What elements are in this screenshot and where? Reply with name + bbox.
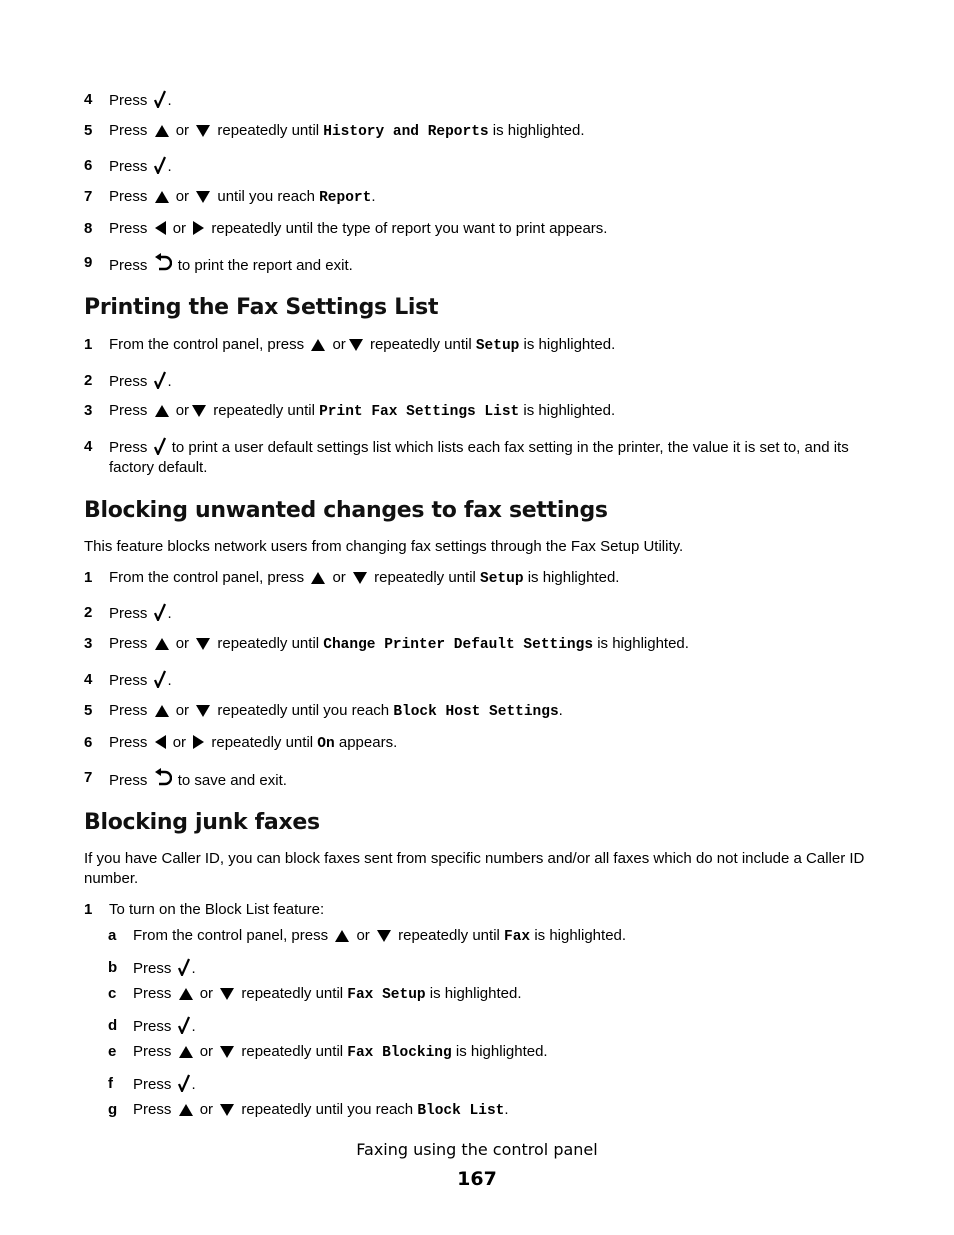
- check-icon: [178, 1016, 190, 1034]
- menu-item-code: Setup: [475, 338, 520, 354]
- step-text: Press: [109, 257, 148, 274]
- step-text: Press: [133, 1076, 172, 1093]
- down-arrow-icon: [191, 404, 207, 418]
- step-number: 8: [84, 220, 93, 237]
- check-icon: [154, 437, 166, 455]
- step-text: Press: [109, 439, 148, 456]
- menu-item-code: Block List: [417, 1103, 505, 1119]
- paragraph: If you have Caller ID, you can block faxes sent from specific numbers and/or all faxes which do not include a Caller ID number.: [84, 850, 865, 887]
- step-letter: g: [108, 1101, 118, 1118]
- down-arrow-icon: [219, 1045, 235, 1059]
- down-arrow-icon: [348, 338, 364, 352]
- down-arrow-icon: [195, 704, 211, 718]
- step-text: From the control panel, press: [109, 569, 305, 586]
- step-number: 7: [84, 188, 93, 205]
- left-arrow-icon: [154, 734, 167, 750]
- down-arrow-icon: [195, 124, 211, 138]
- step-text: Press: [109, 188, 148, 205]
- step-text: is highlighted.: [492, 122, 585, 139]
- step-text: From the control panel, press: [109, 336, 305, 353]
- down-arrow-icon: [352, 571, 368, 585]
- step-text: Press: [109, 734, 148, 751]
- step-text: or: [199, 1043, 214, 1060]
- step-number: 1: [84, 569, 93, 586]
- step-text: Press: [133, 1101, 172, 1118]
- footer-title: Faxing using the control panel: [356, 1140, 598, 1159]
- step-text: or: [175, 702, 190, 719]
- step-number: 6: [84, 734, 93, 751]
- section-heading: Printing the Fax Settings List: [84, 295, 439, 320]
- step-text: .: [167, 672, 172, 689]
- right-arrow-icon: [192, 220, 205, 236]
- step-text: or: [175, 402, 190, 419]
- step-text: repeatedly until: [211, 734, 314, 751]
- step-text: is highlighted.: [523, 402, 616, 419]
- up-arrow-icon: [310, 571, 326, 585]
- step-text: Press: [133, 1018, 172, 1035]
- down-arrow-icon: [195, 637, 211, 651]
- up-arrow-icon: [154, 704, 170, 718]
- step-text: repeatedly until: [369, 336, 472, 353]
- step-number: 4: [84, 438, 93, 455]
- step-text: or: [172, 734, 187, 751]
- menu-item-code: Fax Blocking: [347, 1045, 452, 1061]
- step-text: Press: [109, 672, 148, 689]
- step-text: Press: [109, 605, 148, 622]
- down-arrow-icon: [195, 190, 211, 204]
- step-text: or: [175, 188, 190, 205]
- step-text: .: [558, 702, 563, 719]
- down-arrow-icon: [376, 929, 392, 943]
- step-number: 5: [84, 702, 93, 719]
- step-text: repeatedly until: [217, 122, 320, 139]
- left-arrow-icon: [154, 220, 167, 236]
- step-text: or: [199, 1101, 214, 1118]
- step-text: Press: [109, 635, 148, 652]
- menu-item-code: Report: [319, 190, 372, 206]
- check-icon: [178, 958, 190, 976]
- step-text: repeatedly until: [213, 402, 315, 419]
- up-arrow-icon: [154, 124, 170, 138]
- menu-item-code: History and Reports: [323, 124, 489, 140]
- step-text: repeatedly until: [217, 635, 320, 652]
- menu-item-code: Setup: [480, 571, 524, 587]
- step-text: is highlighted.: [597, 635, 689, 652]
- step-number: 3: [84, 402, 93, 419]
- step-number: 3: [84, 635, 93, 652]
- check-icon: [154, 603, 166, 621]
- up-arrow-icon: [310, 338, 326, 352]
- step-text: repeatedly until the type of report you want to print appears.: [211, 220, 608, 237]
- step-text: .: [167, 605, 172, 622]
- step-text: Press: [109, 92, 148, 109]
- up-arrow-icon: [178, 1103, 194, 1117]
- step-text: repeatedly until you reach: [241, 1101, 414, 1118]
- step-text: or: [199, 985, 214, 1002]
- up-arrow-icon: [178, 987, 194, 1001]
- step-text: .: [371, 188, 376, 205]
- down-arrow-icon: [219, 1103, 235, 1117]
- menu-item-code: Block Host Settings: [393, 704, 559, 720]
- step-text: Press: [109, 158, 148, 175]
- step-text: Press: [133, 960, 172, 977]
- step-number: 2: [84, 372, 93, 389]
- section-heading: Blocking unwanted changes to fax settings: [84, 498, 608, 523]
- menu-item-code: Change Printer Default Settings: [323, 637, 594, 653]
- step-text: .: [167, 158, 172, 175]
- step-text: is highlighted.: [527, 569, 620, 586]
- back-icon: [154, 768, 172, 788]
- step-letter: a: [108, 927, 117, 944]
- step-text: or: [356, 927, 370, 944]
- step-text: Press: [133, 1043, 172, 1060]
- step-letter: d: [108, 1017, 118, 1034]
- step-text: .: [191, 960, 196, 977]
- step-letter: c: [108, 985, 117, 1002]
- step-text: Press: [109, 772, 148, 789]
- step-text: repeatedly until: [241, 985, 344, 1002]
- menu-item-code: Fax: [504, 929, 531, 945]
- up-arrow-icon: [154, 190, 170, 204]
- step-number: 4: [84, 671, 93, 688]
- back-icon: [154, 253, 172, 273]
- step-text: is highlighted.: [455, 1043, 548, 1060]
- step-text: or: [332, 569, 346, 586]
- step-text: From the control panel, press: [133, 927, 329, 944]
- menu-item-code: Fax Setup: [347, 987, 426, 1003]
- step-text: Press: [133, 985, 172, 1002]
- step-text: or: [175, 635, 190, 652]
- menu-item-code: On: [317, 736, 335, 752]
- step-number: 9: [84, 254, 93, 271]
- check-icon: [154, 156, 166, 174]
- menu-item-code: Print Fax Settings List: [319, 404, 520, 420]
- step-text: Press: [109, 220, 148, 237]
- step-text: to print a user default settings list which lists each fax setting in the printer, the value it is set to, and its factory default.: [109, 439, 849, 476]
- down-arrow-icon: [219, 987, 235, 1001]
- step-text: .: [191, 1076, 196, 1093]
- paragraph: This feature blocks network users from changing fax settings through the Fax Setup Utility.: [84, 538, 684, 555]
- step-text: To turn on the Block List feature:: [109, 901, 325, 918]
- step-text: repeatedly until: [398, 927, 500, 944]
- step-text: or: [332, 336, 346, 353]
- step-text: is highlighted.: [534, 927, 627, 944]
- right-arrow-icon: [192, 734, 205, 750]
- section-heading: Blocking junk faxes: [84, 810, 320, 835]
- step-text: to save and exit.: [177, 772, 287, 789]
- step-text: .: [167, 373, 172, 390]
- check-icon: [178, 1074, 190, 1092]
- up-arrow-icon: [334, 929, 350, 943]
- step-text: Press: [109, 402, 148, 419]
- step-letter: b: [108, 959, 118, 976]
- check-icon: [154, 670, 166, 688]
- up-arrow-icon: [154, 404, 170, 418]
- step-text: .: [167, 92, 172, 109]
- step-text: .: [191, 1018, 196, 1035]
- check-icon: [154, 90, 166, 108]
- step-text: repeatedly until you reach: [217, 702, 390, 719]
- step-number: 4: [84, 91, 93, 108]
- step-text: repeatedly until: [241, 1043, 344, 1060]
- step-number: 1: [84, 901, 93, 918]
- step-text: Press: [109, 122, 148, 139]
- page-number: 167: [457, 1168, 497, 1190]
- up-arrow-icon: [154, 637, 170, 651]
- step-text: Press: [109, 373, 148, 390]
- step-number: 2: [84, 604, 93, 621]
- step-text: Press: [109, 702, 148, 719]
- step-text: repeatedly until: [374, 569, 476, 586]
- step-text: to print the report and exit.: [177, 257, 353, 274]
- step-text: .: [504, 1101, 509, 1118]
- step-number: 7: [84, 769, 93, 786]
- step-number: 1: [84, 336, 93, 353]
- step-text: is highlighted.: [429, 985, 522, 1002]
- step-letter: e: [108, 1043, 117, 1060]
- step-text: or: [172, 220, 187, 237]
- step-text: until you reach: [217, 188, 315, 205]
- step-number: 5: [84, 122, 93, 139]
- step-text: is highlighted.: [523, 336, 616, 353]
- check-icon: [154, 371, 166, 389]
- up-arrow-icon: [178, 1045, 194, 1059]
- step-text: appears.: [338, 734, 398, 751]
- step-number: 6: [84, 157, 93, 174]
- step-text: or: [175, 122, 190, 139]
- step-letter: f: [108, 1075, 113, 1092]
